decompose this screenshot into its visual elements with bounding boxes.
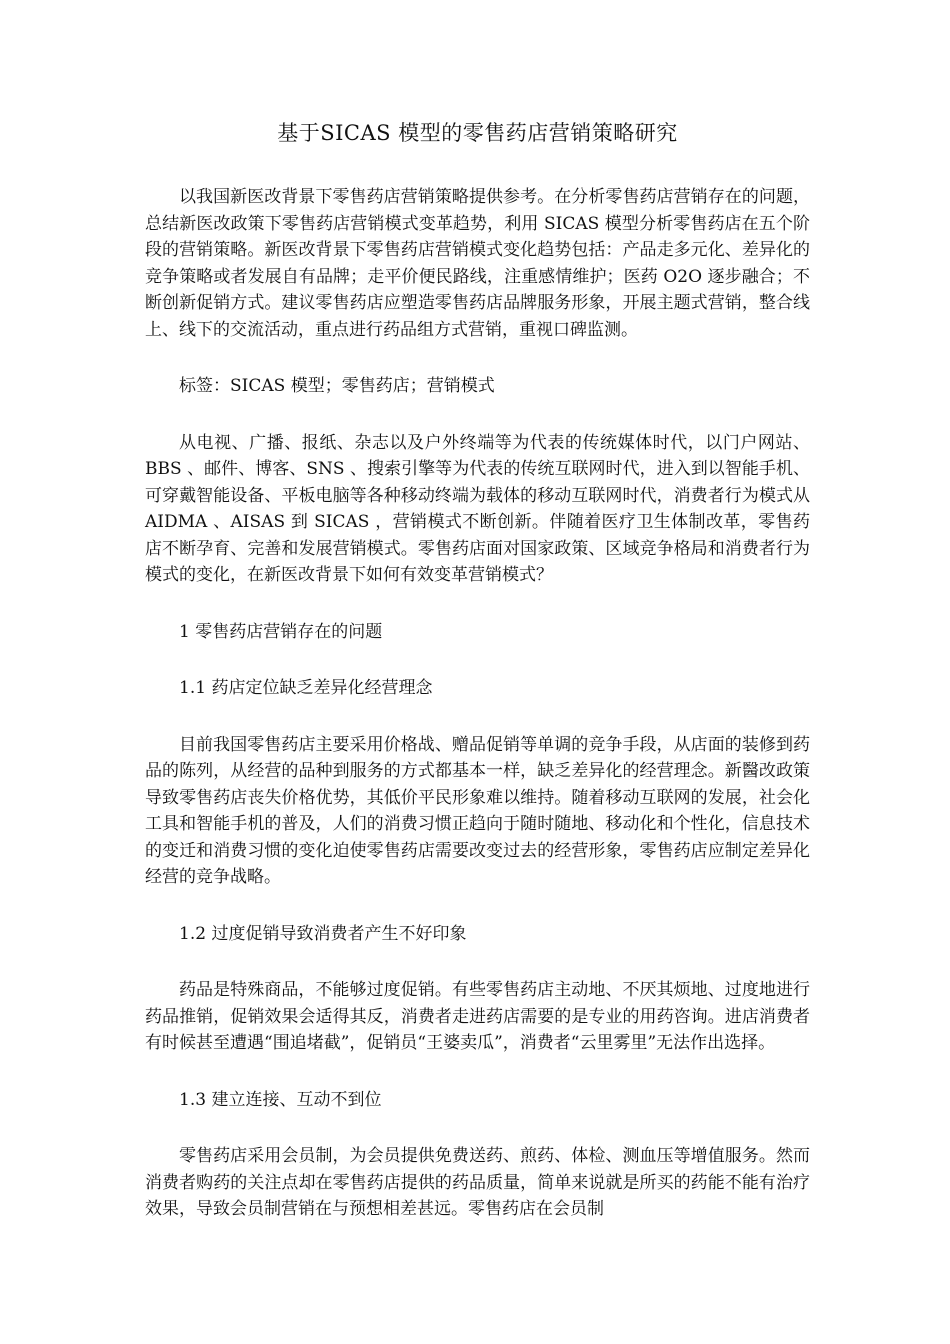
document-title: 基于SICAS 模型的零售药店营销策略研究: [277, 121, 678, 145]
body-paragraph: 零售药店采用会员制，为会员提供免费送药、煎药、体检、测血压等增值服务。然而消费者购药的关注点却在零售药店提供的药品质量，简单来说就是所买的药能不能有治疗效果，导致会员制营销在与预想相差甚远。零售药店在会员制: [145, 1146, 810, 1219]
document-page: [145, 118, 810, 1223]
subsection-heading: 1.2 过度促销导致消费者产生不好印象: [179, 923, 467, 944]
intro-paragraph: 从电视、广播、报纸、杂志以及户外终端等为代表的传统媒体时代，以门户网站、BBS 、邮件、博客、SNS 、搜索引擎等为代表的传统互联网时代，进入到以智能手机、可穿戴智能设备、平板电脑等各种移动终端为载体的移动互联网时代，消费者行为模式从 AIDMA 、AISAS 到 SICAS ，营销模式不断创新。伴随着医疗卫生体制改革，零售药店不断孕育、完善和发展营销模式。零售药店面对国家政策、区域竞争格局和消费者行为模式的变化，在新医改背景下如何有效变革营销模式？: [145, 432, 810, 585]
subsection-heading: 1.3 建立连接、互动不到位: [179, 1089, 382, 1110]
subsection-heading: 1.1 药店定位缺乏差异化经营理念: [179, 678, 433, 698]
body-paragraph: 药品是特殊商品，不能够过度促销。有些零售药店主动地、不厌其烦地、过度地进行药品推销，促销效果会适得其反，消费者走进药店需要的是专业的用药咨询。进店消费者有时候甚至遭遇“围追堵截”，促销员“王婆卖瓜”，消费者“云里雾里”无法作出选择。: [145, 980, 810, 1053]
keywords-line: 标签：SICAS 模型；零售药店；营销模式: [179, 376, 495, 396]
section-heading: 1 零售药店营销存在的问题: [179, 621, 383, 642]
abstract-paragraph: 以我国新医改背景下零售药店营销策略提供参考。在分析零售药店营销存在的问题，总结新医改政策下零售药店营销模式变革趋势，利用 SICAS 模型分析零售药店在五个阶段的营销策略。新医改背景下零售药店营销模式变化趋势包括：产品走多元化、差异化的竞争策略或者发展自有品牌；走平价便民路线，注重感情维护；医药 O2O 逐步融合；不断创新促销方式。建议零售药店应塑造零售药店品牌服务形象，开展主题式营销，整合线上、线下的交流活动，重点进行药品组方式营销，重视口碑监测。: [145, 187, 810, 340]
body-paragraph: 目前我国零售药店主要采用价格战、赠品促销等单调的竞争手段，从店面的装修到药品的陈列，从经营的品种到服务的方式都基本一样，缺乏差异化的经营理念。新醫改政策导致零售药店丧失价格优势，其低价平民形象难以维持。随着移动互联网的发展，社会化工具和智能手机的普及，人们的消费习惯正趋向于随时随地、移动化和个性化，信息技术的变迁和消费习惯的变化迫使零售药店需要改变过去的经营形象，零售药店应制定差异化经营的竞争战略。: [145, 734, 810, 887]
